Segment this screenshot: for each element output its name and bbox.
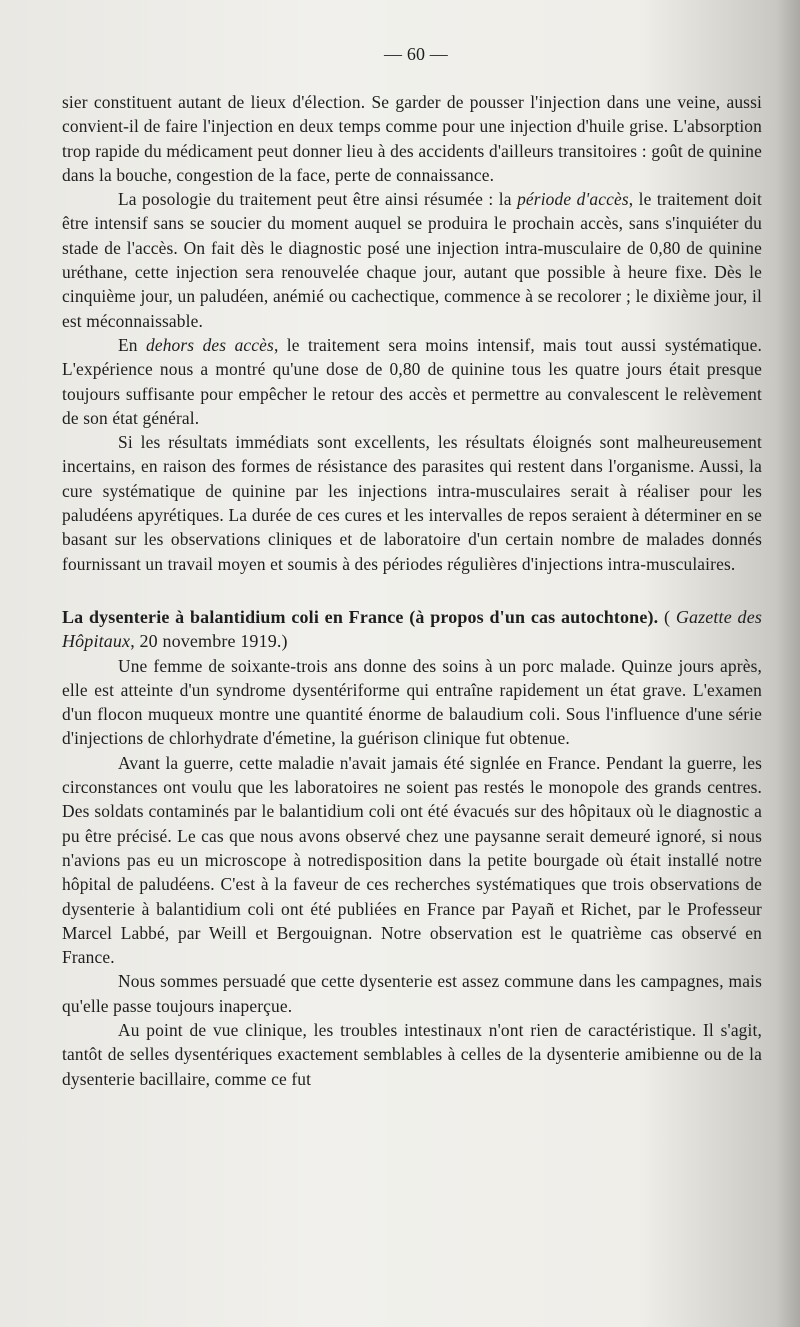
paragraph-outside-attacks xyxy=(62,333,762,430)
reference-open: ( xyxy=(658,606,676,627)
paragraph-posology xyxy=(62,187,762,333)
page-text xyxy=(62,40,762,1091)
emphasis-text: période d'accès xyxy=(517,189,629,210)
article-title: La dysenterie à balantidium coli en France (à propos d'un cas autochtone). xyxy=(62,606,659,627)
paragraph-results: Si les résultats immédiats sont excellents, les résultats éloignés sont malheureusement incertains, en raison des formes de résistance des parasites qui restent dans l'organisme. Aussi, la cure systématique de quinine par les injections intra-musculaires serait à réaliser pour les paludéens apyrétiques. La durée de ces cures et les intervalles de repos seraient à déterminer en se basant sur les observations cliniques et de laboratoire d'un certain nombre de malades donnés fournissant un travail moyen et soumis à des périodes régulières d'injections intra-musculaires. xyxy=(62,432,762,574)
paragraph-continued: sier constituent autant de lieux d'élection. Se garder de pousser l'injection dans une veine, aussi convient-il de faire l'injection en deux temps comme pour une injection d'huile grise. L'absorption trop rapide du médicament peut donner lieu à des accidents d'ailleurs transitoires : goût de quinine dans la bouche, congestion de la face, perte de connaissance. xyxy=(62,92,762,185)
article-heading xyxy=(62,605,762,654)
reference-source: Gazette des Hôpitaux xyxy=(62,606,762,652)
paragraph-text: En xyxy=(118,334,146,355)
paragraph-text: , le traitement sera moins intensif, mais tout aussi systématique. L'expérience nous a montré qu'une dose de 0,80 de quinine tous les quatre jours était presque toujours suffisante pour empêcher le retour des accès et permettre au convalescent le relèvement de son état général. xyxy=(62,334,762,428)
emphasis-text: dehors des accès xyxy=(145,334,274,355)
article-paragraph: Une femme de soixante-trois ans donne des soins à un porc malade. Quinze jours après, elle est atteinte d'un syndrome dysentériforme qui entraîne rapidement un état grave. L'examen d'un flocon muqueux montre une quantité énorme de balaudium coli. Sous l'influence d'une série d'injections de chlorhydrate d'émetine, la guérison clinique fut obtenue. xyxy=(62,655,762,749)
paragraph-text: La posologie du traitement peut être ainsi résumée : la xyxy=(118,189,518,210)
article-paragraph: Nous sommes persuadé que cette dysenterie est assez commune dans les campagnes, mais qu'elle passe toujours inaperçue. xyxy=(62,971,762,1016)
article-paragraph: Au point de vue clinique, les troubles intestinaux n'ont rien de caractéristique. Il s'agit, tantôt de selles dysentériques exactement semblables à celles de la dysenterie amibienne ou de la dysenterie bacillaire, comme ce fut xyxy=(62,1019,762,1089)
paragraph-text: , le traitement doit être intensif sans se soucier du moment auquel se produira le prochain accès, sans s'inquiéter du stade de l'accès. On fait dès le diagnostic posé une injection intra-musculaire de 0,80 de quinine uréthane, cette injection sera renouvelée chaque jour, autant que possible à heure fixe. Dès le cinquième jour, un paludéen, anémié ou cachectique, commence à se recolorer ; le dixième jour, il est méconnaissable. xyxy=(62,189,762,331)
article-paragraph: Avant la guerre, cette maladie n'avait jamais été signlée en France. Pendant la guerre, les circonstances ont voulu que les laboratoires ne soient pas restés le monopole des grands centres. Des soldats contaminés par le balantidium coli ont été évacués sur des hôpitaux où le diagnostic a pu être précisé. Le cas que nous avons observé chez une paysanne serait demeuré ignoré, si nous n'avions pas eu un microscope à notredisposition dans la petite bourgade où était installé notre hôpital de paludéens. C'est à la faveur de ces recherches systématiques que trois observations de dysenterie à balantidium coli ont été publiées en France par Payañ et Richet, par le Professeur Marcel Labbé, par Weill et Bergouignan. Notre observation est le quatrième cas observé en France. xyxy=(62,752,762,968)
reference-date: , 20 novembre 1919.) xyxy=(130,631,288,652)
page-number: — 60 — xyxy=(384,44,448,64)
